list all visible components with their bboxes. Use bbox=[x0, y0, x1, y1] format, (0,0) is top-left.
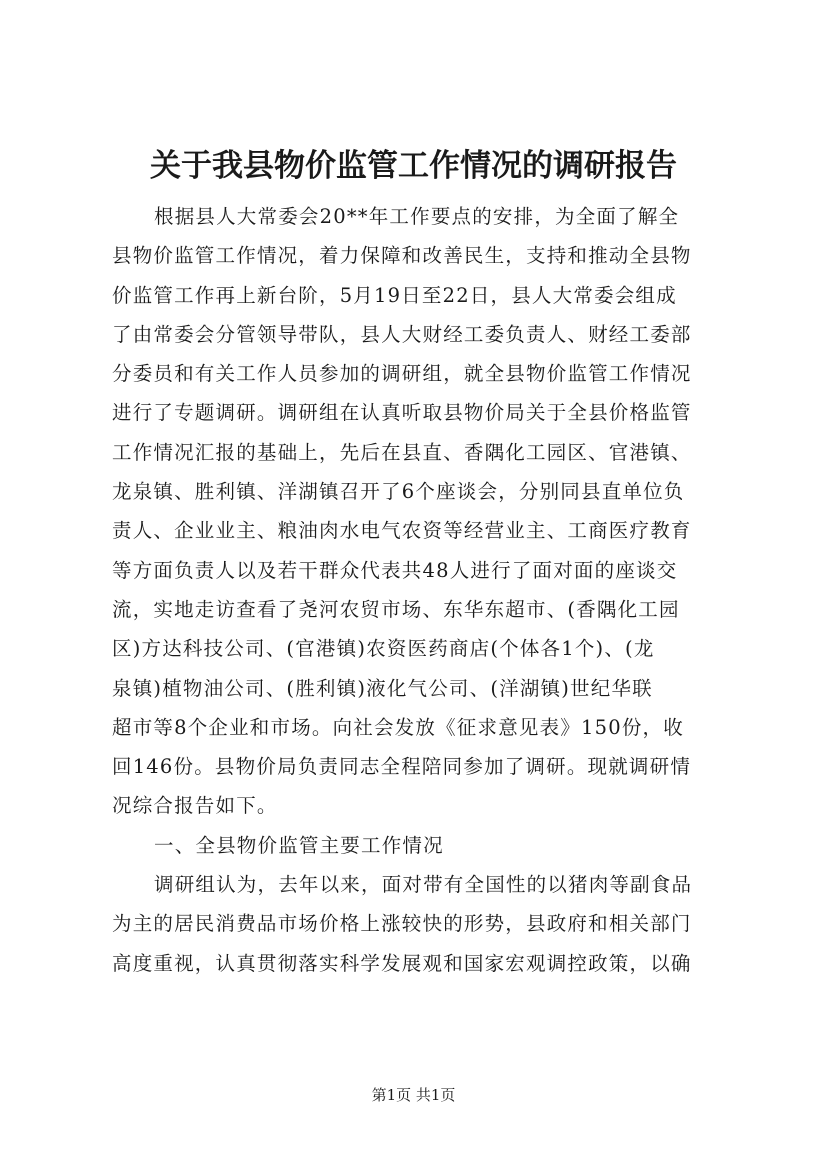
paragraph-line: 等方面负责人以及若干群众代表共48人进行了面对面的座谈交 bbox=[112, 558, 678, 582]
paragraph-line: 为主的居民消费品市场价格上涨较快的形势，县政府和相关部门 bbox=[112, 912, 692, 936]
paragraph-line: 龙泉镇、胜利镇、洋湖镇召开了6个座谈会，分别同县直单位负 bbox=[112, 480, 685, 504]
paragraph-line: 回146份。县物价局负责同志全程陪同参加了调研。现就调研情 bbox=[112, 755, 692, 779]
paragraph-line: 分委员和有关工作人员参加的调研组，就全县物价监管工作情况 bbox=[112, 362, 692, 386]
paragraph-line: 了由常委会分管领导带队，县人大财经工委负责人、财经工委部 bbox=[112, 322, 692, 346]
paragraph-line: 进行了专题调研。调研组在认真听取县物价局关于全县价格监管 bbox=[112, 401, 692, 425]
paragraph-line: 区)方达科技公司、(官港镇)农资医药商店(个体各1个)、(龙 bbox=[112, 637, 655, 661]
paragraph-line: 流，实地走访查看了尧河农贸市场、东华东超市、(香隅化工园 bbox=[112, 597, 680, 621]
paragraph-line: 价监管工作再上新台阶，5月19日至22日，县人大常委会组成 bbox=[112, 283, 677, 307]
document-title: 关于我县物价监管工作情况的调研报告 bbox=[150, 148, 677, 184]
paragraph-line: 责人、企业业主、粮油肉水电气农资等经营业主、工商医疗教育 bbox=[112, 519, 692, 543]
paragraph-line: 根据县人大常委会20**年工作要点的安排，为全面了解全 bbox=[154, 205, 680, 228]
paragraph-line: 县物价监管工作情况，着力保障和改善民生，支持和推动全县物 bbox=[112, 244, 692, 268]
paragraph-line: 高度重视，认真贯彻落实科学发展观和国家宏观调控政策，以确 bbox=[112, 951, 692, 975]
section-heading: 一、全县物价监管主要工作情况 bbox=[154, 833, 444, 857]
paragraph-line: 调研组认为，去年以来，面对带有全国性的以猪肉等副食品 bbox=[154, 873, 693, 897]
page-footer: 第1页 共1页 bbox=[371, 1086, 456, 1104]
paragraph-line: 超市等8个企业和市场。向社会发放《征求意见表》150份，收 bbox=[112, 715, 684, 739]
paragraph-line: 况综合报告如下。 bbox=[112, 794, 278, 818]
paragraph-line: 泉镇)植物油公司、(胜利镇)液化气公司、(洋湖镇)世纪华联 bbox=[112, 676, 653, 700]
document-body bbox=[112, 197, 732, 983]
paragraph-line: 工作情况汇报的基础上，先后在县直、香隅化工园区、官港镇、 bbox=[112, 440, 692, 464]
